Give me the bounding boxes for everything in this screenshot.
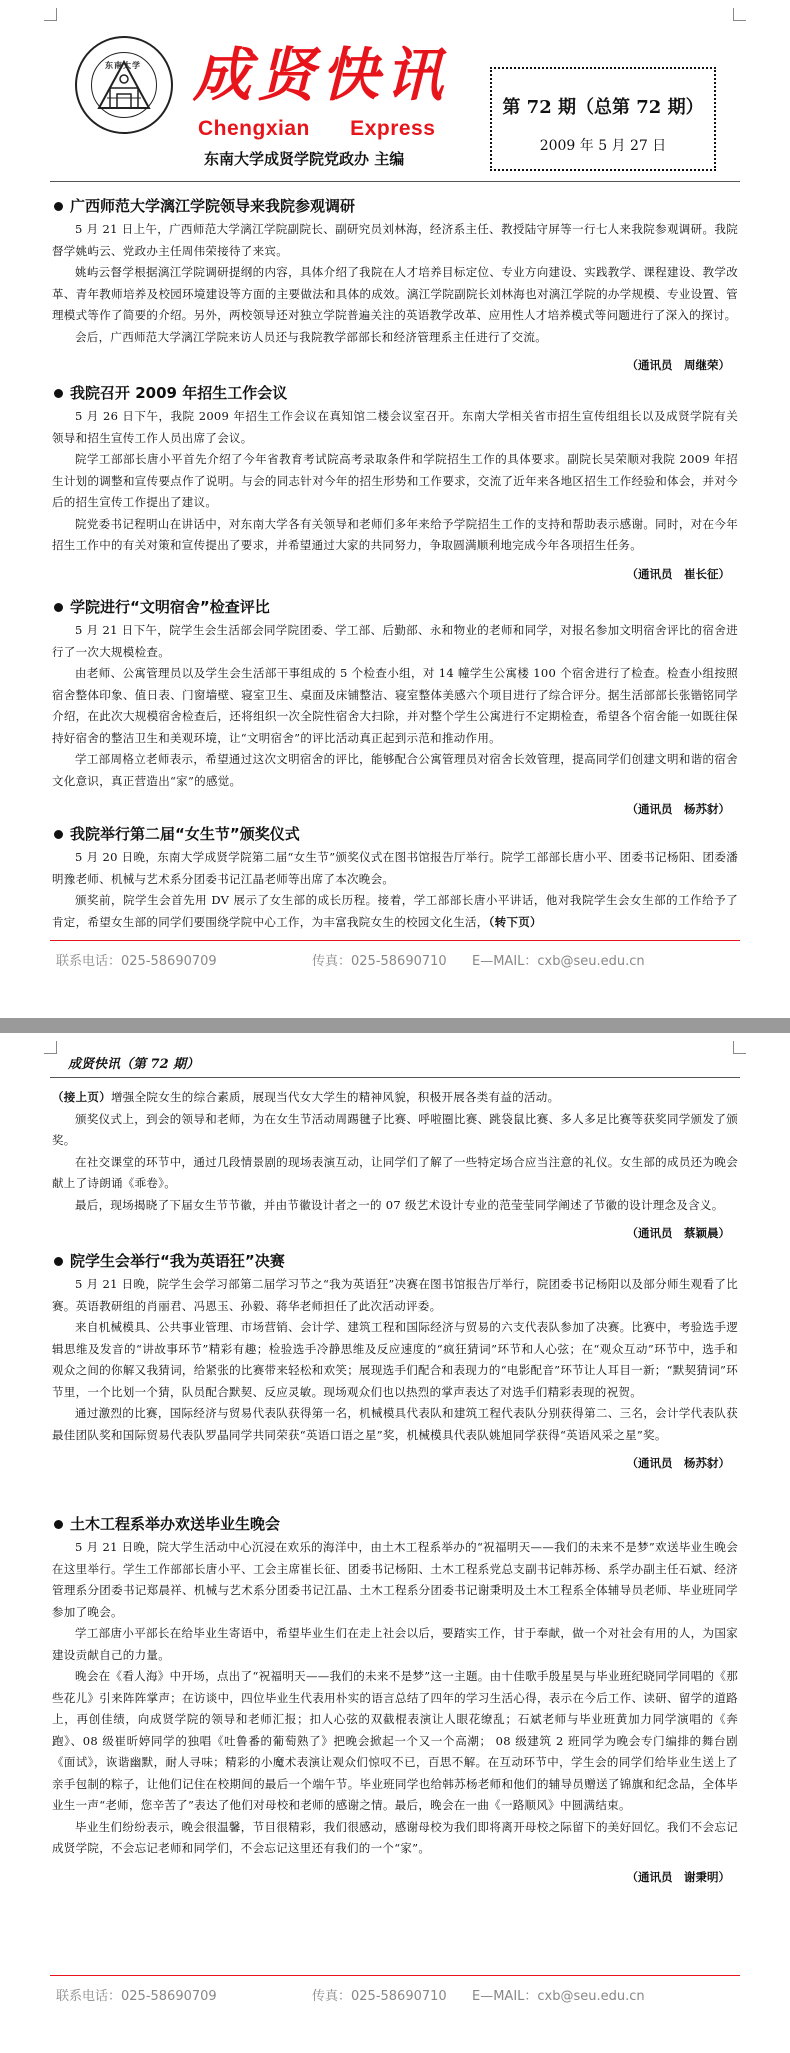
article-title: 我院举行第二届“女生节”颁奖仪式	[52, 823, 738, 845]
article-title: 院学生会举行“我为英语狂”决赛	[52, 1250, 738, 1272]
article	[52, 596, 738, 820]
article-paragraph: 5 月 21 日下午，院学生会生活部会同学院团委、学工部、后勤部、永和物业的老师和同学，对报名参加文明宿舍评比的宿舍进行了一次大规模检查。	[52, 623, 738, 659]
running-header: 成贤快讯（第 72 期）	[68, 1057, 200, 1072]
article-byline: （通讯员 崔长征）	[626, 566, 730, 581]
article-paragraph: 由老师、公寓管理员以及学生会生活部干事组成的 5 个检查小组，对 14 幢学生公寓楼 100 个宿舍进行了检查。检查小组按照宿舍整体印象、值日表、门窗墙壁、寝室卫生、桌面及床铺整洁、寝室整体美感六个项目进行了综合评分。据生活部部长张锴铭同学介绍，在此次大规模宿舍检查后，还将组织一次全院性宿舍大扫除，并对整个学生公寓进行不定期检查，希望各个宿舍能一如既往保持好宿舍的整洁卫生和美观环境，让“文明宿舍”的评比活动真正起到示范和推动作用。	[52, 666, 738, 745]
article-byline: （通讯员 杨苏豺）	[626, 802, 730, 816]
bullet-icon	[54, 202, 63, 211]
page-corner-mark	[44, 1041, 57, 1054]
article-paragraph: 会后，广西师范大学漓江学院来访人员还与我院教学部部长和经济管理系主任进行了交流。	[75, 329, 547, 344]
article-paragraph: 在社交课堂的环节中，通过几段情景剧的现场表演互动，让同学们了解了一些特定场合应当注意的礼仪。女生部的成员还为晚会献上了诗朗诵《乖卷》。	[52, 1154, 738, 1190]
article-paragraph: 最后，现场揭晓了下届女生节节徽，并由节徽设计者之一的 07 级艺术设计专业的范莹莹同学阐述了节徽的设计理念及含义。	[75, 1197, 724, 1212]
article-byline: （通讯员 蔡颖晨）	[626, 1226, 730, 1240]
issue-date: 2009 年 5 月 27 日	[539, 138, 667, 154]
footer-fax: 传真：025-58690710	[312, 954, 447, 969]
issue-number: 第 72 期（总第 72 期）	[502, 97, 704, 118]
article-paragraph: 5 月 26 日下午，我院 2009 年招生工作会议在真知馆二楼会议室召开。东南大学相关省市招生宣传组组长以及成贤学院有关领导和招生宣传工作人员出席了会议。	[52, 409, 738, 445]
article-title: 我院召开 2009 年招生工作会议	[52, 382, 738, 404]
article-title: 学院进行“文明宿舍”检查评比	[52, 596, 738, 618]
article-paragraph: 颁奖仪式上，到会的领导和老师，为在女生节活动周踢毽子比赛、呼啦圈比赛、跳袋鼠比赛、多人多足比赛等获奖同学颁发了颁奖。	[52, 1111, 738, 1147]
article-paragraph: 毕业生们纷纷表示，晚会很温馨，节目很精彩，我们很感动，感谢母校为我们即将离开母校之际留下的美好回忆。我们不会忘记成贤学院，不会忘记老师和同学们，不会忘记这里还有我们的一个“家”。	[52, 1819, 738, 1855]
article-paragraph: 5 月 21 日晚，院大学生活动中心沉浸在欢乐的海洋中，由土木工程系举办的“祝福明天——我们的未来不是梦”欢送毕业生晚会在这里举行。学生工作部部长唐小平、工会主席崔长征、团委书记杨阳、土木工程系党总支副书记韩苏杨、系学办副主任石斌、经济管理系分团委书记郑晨祥、机械与艺术系分团委书记江晶、土木工程系分团委书记谢秉明及土木工程系全体辅导员老师、毕业班同学参加了晚会。	[52, 1540, 738, 1619]
footer-divider	[50, 1975, 740, 1976]
continued-from-previous-page: （接上页）	[52, 1090, 111, 1104]
newsletter-title-english: Chengxian Express	[198, 117, 436, 140]
header-divider	[50, 1077, 740, 1078]
logo-text: 东南大学	[105, 60, 141, 70]
article-paragraph: 5 月 20 日晚，东南大学成贤学院第二届“女生节”颁奖仪式在图书馆报告厅举行。院学工部部长唐小平、团委书记杨阳、团委潘明豫老师、机械与艺术系分团委书记江晶老师等出席了本次晚会。	[52, 850, 738, 886]
article-paragraph: 5 月 21 日晚，院学生会学习部第二届学习节之“我为英语狂”决赛在图书馆报告厅举行，院团委书记杨阳以及部分师生观看了比赛。英语教研组的肖丽君、冯恩玉、孙毅、蒋华老师担任了此次活动评委。	[52, 1277, 738, 1313]
footer-phone: 联系电话：025-58690709	[56, 954, 217, 969]
header-divider	[50, 181, 740, 182]
bullet-icon	[54, 603, 63, 612]
bullet-icon	[54, 389, 63, 398]
article	[52, 1087, 738, 1244]
article-paragraph: （接上页）增强全院女生的综合素质，展现当代女大学生的精神风貌，积极开展各类有益的活动。	[52, 1090, 560, 1104]
article-paragraph: 晚会在《看人海》中开场，点出了“祝福明天——我们的未来不是梦”这一主题。由十佳歌手殷星昊与毕业班纪晓同学同唱的《那些花儿》引来阵阵掌声；在访谈中，四位毕业生代表用朴实的语言总结了四年的学习生活心得，表示在今后工作、读研、留学的道路上，再创佳绩，向成贤学院的领导和老师汇报；扣人心弦的双截棍表演让人眼花缭乱；石斌老师与毕业班黄加力同学演唱的《奔跑》、08 级崔昕婷同学的独唱《吐鲁番的葡萄熟了》把晚会掀起一个又一个高潮； 08 级建筑 2 班同学为晚会专门编排的舞台剧《面试》，诙谐幽默，耐人寻味；精彩的小魔术表演让观众们惊叹不已，百思不解。在互动环节中，学生会的同学们给毕业生送上了亲手包制的粽子，让他们记住在校期间的最后一个端午节。毕业班同学也给韩苏杨老师和他们的辅导员赠送了锦旗和纪念品，全体毕业生一声“老师，您辛苦了”表达了他们对母校和老师的感谢之情。最后，晚会在一曲《一路顺风》中圆满结束。	[52, 1669, 738, 1812]
newsletter-title: 成贤快讯	[193, 41, 450, 109]
article-byline: （通讯员 周继荣）	[626, 358, 730, 372]
page-corner-mark	[733, 8, 746, 21]
university-logo-icon	[75, 36, 173, 134]
article-paragraph: 学工部唐小平部长在给毕业生寄语中，希望毕业生们在走上社会以后，要踏实工作，甘于奉献，做一个对社会有用的人，为国家建设贡献自己的力量。	[52, 1626, 738, 1662]
newsletter-page-2	[0, 1033, 790, 2053]
article-paragraph: 来自机械模具、公共事业管理、市场营销、会计学、建筑工程和国际经济与贸易的六支代表队参加了决赛。比赛中，考验选手逻辑思维及发音的“讲故事环节”精彩有趣；检验选手冷静思维及反应速度的“疯狂猜词”环节和人心弦；在“观众互动”环节中，选手和观众之间的你解又我猜词，给紧张的比赛带来轻松和欢笑；展现选手们配合和表现力的“电影配音”环节让人耳目一新；“默契猜词”环节里，一个比划一个猜，队员配合默契、反应灵敏。现场观众们也以热烈的掌声表达了对选手们精彩表现的祝贺。	[52, 1320, 738, 1399]
bullet-icon	[54, 1520, 63, 1529]
article-paragraph: 5 月 21 日上午，广西师范大学漓江学院副院长、副研究员刘林海，经济系主任、教授陆守屏等一行七人来我院参观调研。我院督学姚屿云、党政办主任周伟荣接待了来宾。	[52, 222, 738, 258]
page-corner-mark	[733, 1041, 746, 1054]
bullet-icon	[54, 1257, 63, 1266]
article-paragraph: 院学工部部长唐小平首先介绍了今年省教育考试院高考录取条件和学院招生工作的具体要求。副院长吴荣顺对我院 2009 年招生计划的调整和宣传要点作了说明。与会的同志针对今年的招生形势和工作要求，交流了近年来各地区招生工作经验和体会，并对今后的招生宣传工作提出了建议。	[52, 452, 738, 509]
article	[52, 382, 738, 585]
article	[52, 823, 738, 933]
article	[52, 1250, 738, 1474]
article-title: 广西师范大学漓江学院领导来我院参观调研	[52, 195, 738, 217]
article-paragraph: 通过激烈的比赛，国际经济与贸易代表队获得第一名，机械模具代表队和建筑工程代表队分别获得第二、三名，会计学代表队获最佳团队奖和国际贸易代表队罗晶同学共同荣获“英语口语之星”奖，机械模具代表队姚旭同学获得“英语风采之星”奖。	[52, 1406, 738, 1442]
article	[52, 195, 738, 376]
footer-email: E—MAIL：cxb@seu.edu.cn	[472, 954, 645, 969]
footer-email: E—MAIL：cxb@seu.edu.cn	[472, 1989, 645, 2004]
article-paragraph: 院党委书记程明山在讲话中，对东南大学各有关领导和老师们多年来给予学院招生工作的支持和帮助表示感谢。同时，对在今年招生工作中的有关对策和宣传提出了要求，并希望通过大家的共同努力，争取圆满顺利地完成今年各项招生任务。	[52, 516, 738, 552]
article-title: 土木工程系举办欢送毕业生晚会	[52, 1513, 738, 1535]
footer-fax: 传真：025-58690710	[312, 1989, 447, 2004]
newsletter-page-1	[0, 0, 790, 1018]
article-paragraph: 颁奖前，院学生会首先用 DV 展示了女生部的成长历程。接着，学工部部长唐小平讲话，他对我院学生会女生部的工作给予了肯定，希望女生部的同学们要围绕学院中心工作，为丰富我院女生的校园文化生活，（转下页）	[52, 893, 738, 929]
footer-phone: 联系电话：025-58690709	[56, 1989, 217, 2004]
publisher-line: 东南大学成贤学院党政办 主编	[204, 150, 405, 168]
continued-next-page: （转下页）	[488, 914, 542, 929]
issue-box	[490, 67, 716, 171]
page-corner-mark	[44, 8, 57, 21]
article-byline: （通讯员 谢秉明）	[626, 1869, 730, 1884]
article	[52, 1513, 738, 1888]
article-paragraph: 姚屿云督学根据漓江学院调研提纲的内容，具体介绍了我院在人才培养目标定位、专业方向建设、实践教学、课程建设、教学改革、青年教师培养及校园环境建设等方面的主要做法和具体的成效。漓江学院副院长刘林海也对漓江学院的办学规模、专业设置、管理模式等作了简要的介绍。另外，两校领导还对独立学院普遍关注的英语教学改革、应用性人才培养模式等问题进行了深入的探讨。	[52, 265, 738, 322]
article-byline: （通讯员 杨苏豺）	[626, 1456, 730, 1470]
footer-divider	[50, 940, 740, 941]
article-paragraph: 学工部周格立老师表示，希望通过这次文明宿舍的评比，能够配合公寓管理员对宿舍长效管理，提高同学们创建文明和谐的宿舍文化意识，真正营造出“家”的感觉。	[52, 752, 738, 788]
bullet-icon	[54, 830, 63, 839]
